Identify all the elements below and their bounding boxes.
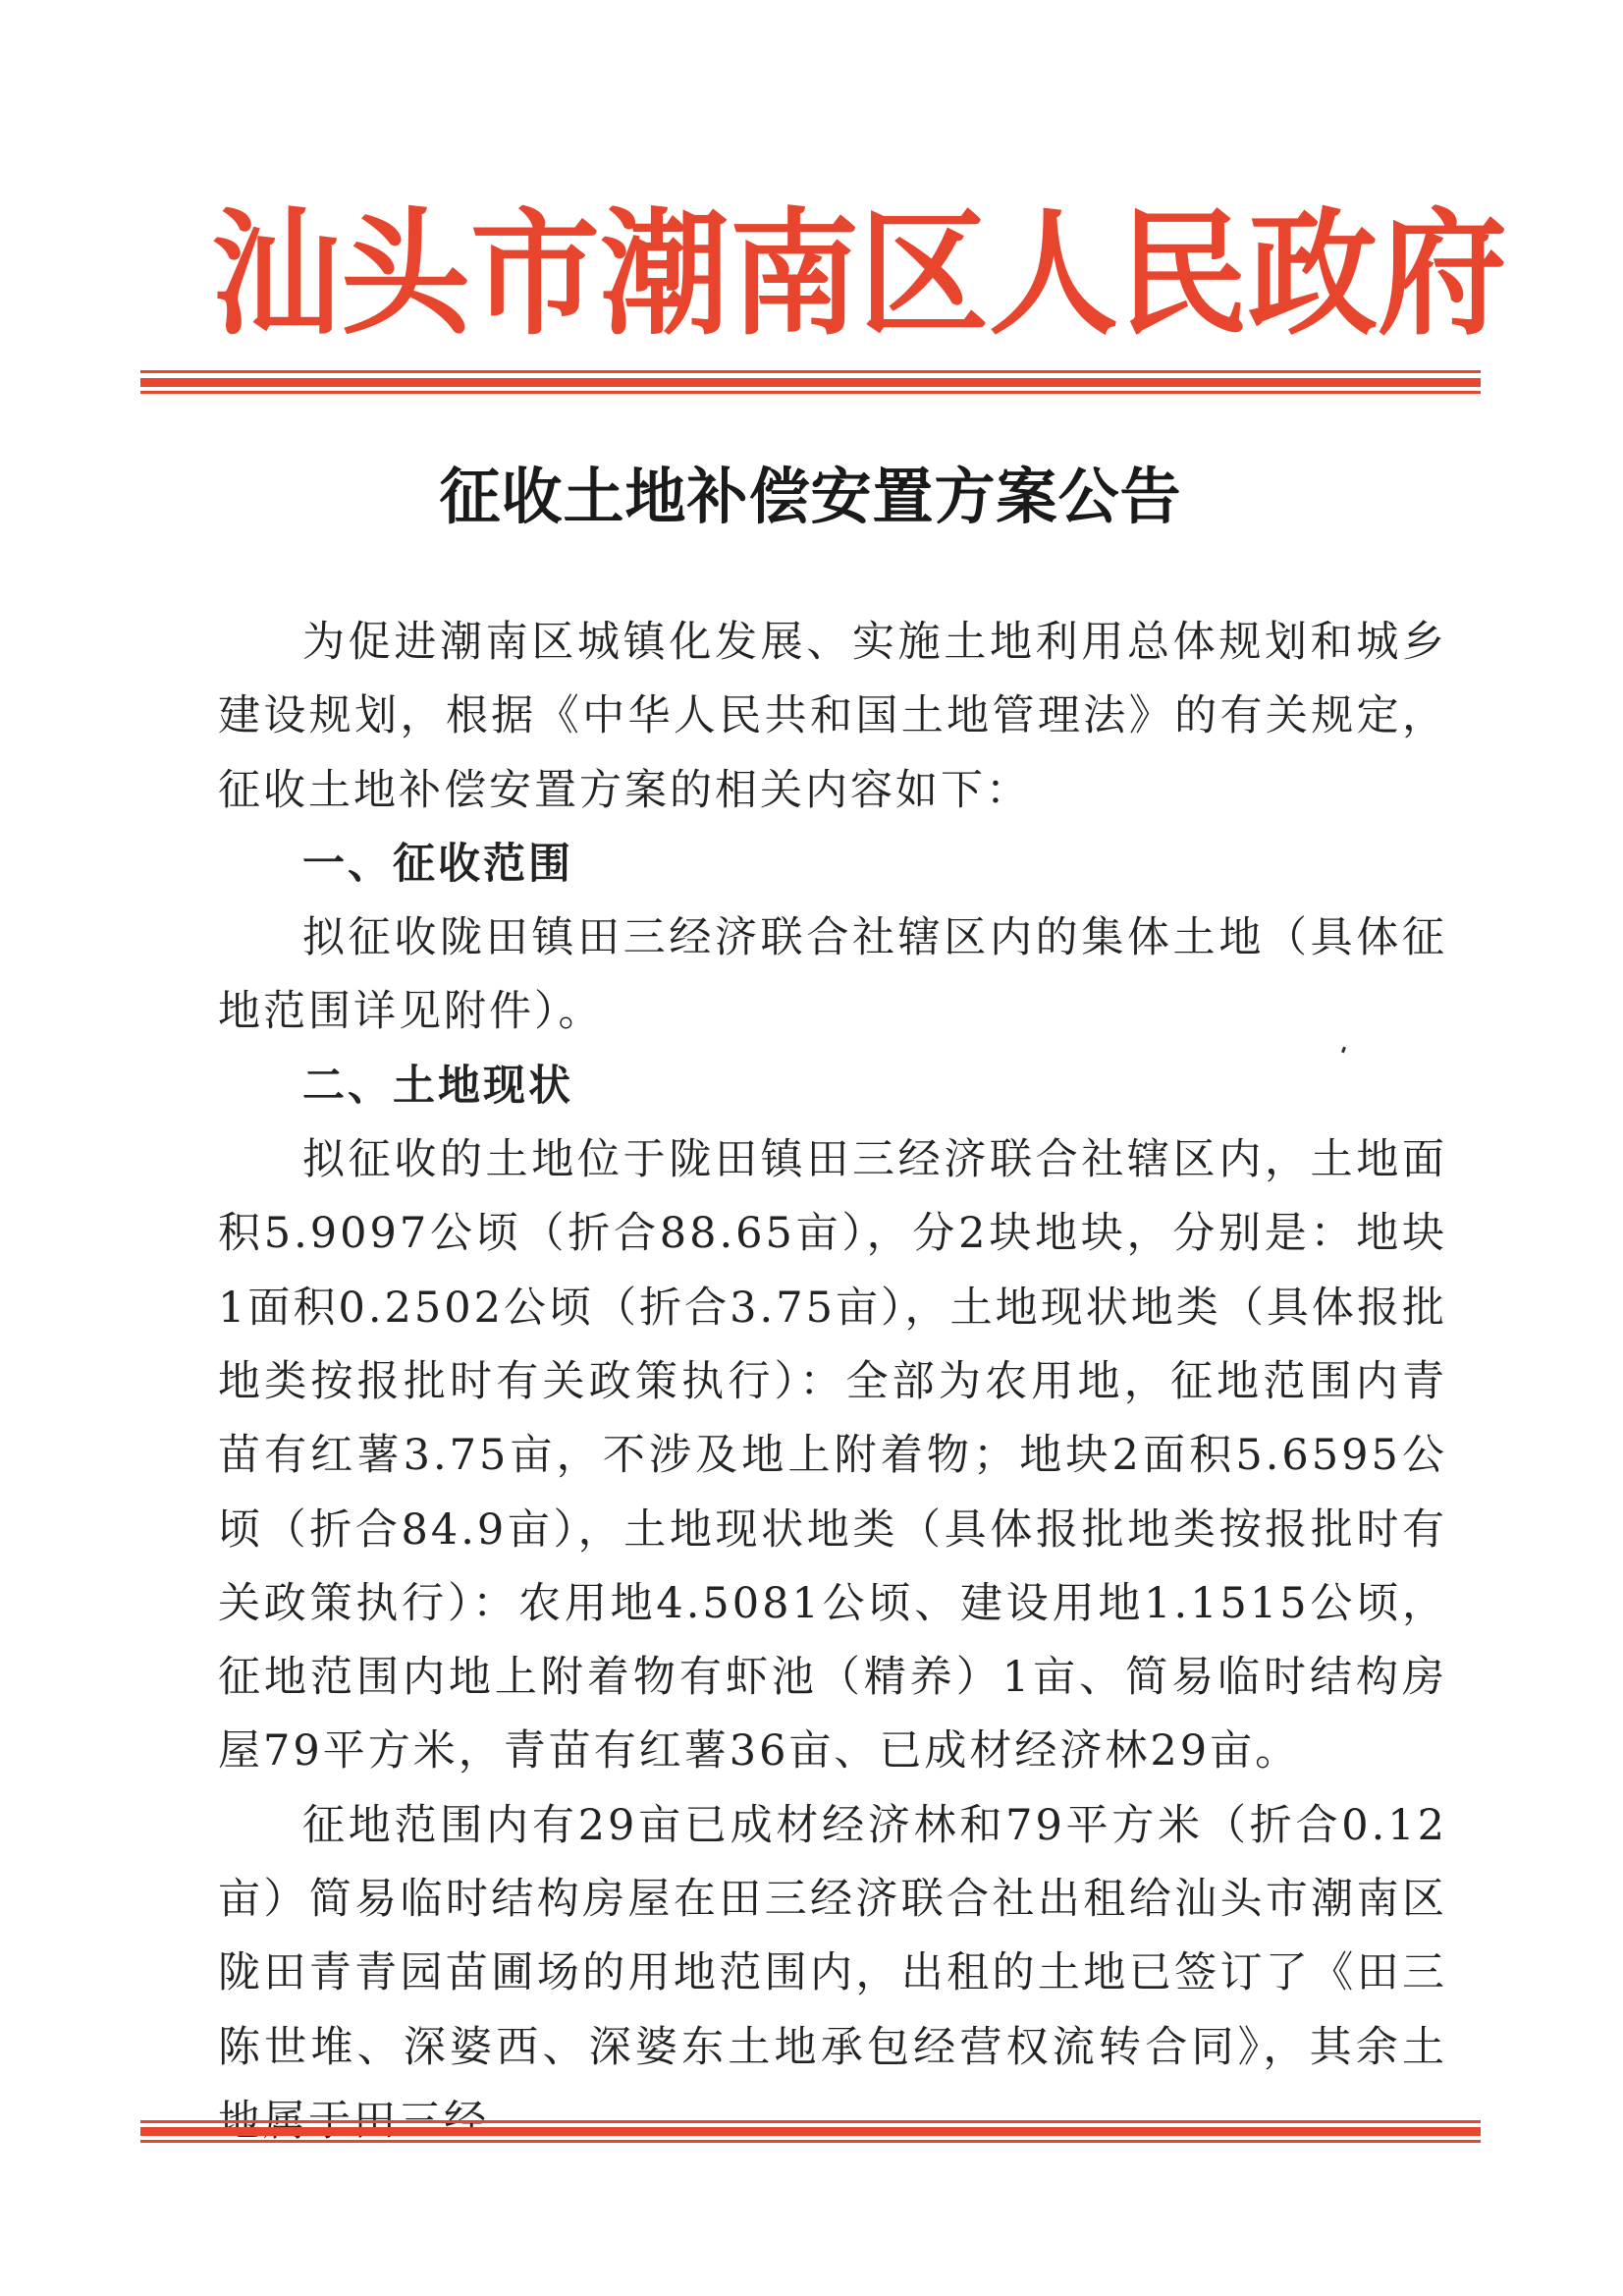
masthead-char: 市 bbox=[470, 194, 600, 355]
header-rule-thin bbox=[140, 370, 1481, 373]
masthead-char: 府 bbox=[1378, 194, 1507, 355]
document-body bbox=[218, 606, 1447, 2159]
header-rule-thick bbox=[140, 378, 1481, 387]
section-status-paragraph: 拟征收的土地位于陇田镇田三经济联合社辖区内，土地面积5.9097公顷（折合88.65亩），分2块地块，分别是：地块1面积0.2502公顷（折合3.75亩），土地现状地类（具体报批地类按报批时有关政策执行）：全部为农用地，征地范围内青苗有红薯3.75亩，不涉及地上附着物；地块2面积5.6595公顷（折合84.9亩），土地现状地类（具体报批地类按报批时有关政策执行）：农用地4.5081公顷、建设用地1.1515公顷，征地范围内地上附着物有虾池（精养）1亩、简易临时结构房屋79平方米，青苗有红薯36亩、已成材经济林29亩。 bbox=[218, 1135, 1447, 1777]
masthead-char: 政 bbox=[1248, 194, 1378, 355]
footer-rule-thin bbox=[140, 2120, 1481, 2123]
masthead-char: 南 bbox=[730, 194, 859, 355]
header-rule-thin-lower bbox=[140, 391, 1481, 394]
footer-rule-thin-lower bbox=[140, 2140, 1481, 2143]
section-status-paragraph-continued: 征地范围内有29亩已成材经济林和79平方米（折合0.12亩）简易临时结构房屋在田三经济联合社出租给汕头市潮南区陇田青青园苗圃场的用地范围内，出租的土地已签订了《田三陈世堆、深婆西、深婆东土地承包经营权流转合同》，其余土 bbox=[218, 1800, 1447, 2072]
masthead-char: 民 bbox=[1118, 194, 1248, 355]
masthead-char: 区 bbox=[859, 194, 989, 355]
intro-paragraph: 为促进潮南区城镇化发展、实施土地利用总体规划和城乡建设规划，根据《中华人民共和国土地管理法》的有关规定，征收土地补偿安置方案的相关内容如下： bbox=[218, 618, 1447, 815]
footer-rule-thick bbox=[140, 2127, 1481, 2136]
masthead-char: 潮 bbox=[600, 194, 730, 355]
section-scope-paragraph: 拟征收陇田镇田三经济联合社辖区内的集体土地（具体征地范围详见附件）。 bbox=[218, 913, 1447, 1037]
masthead-char: 人 bbox=[989, 194, 1118, 355]
section-heading-scope: 一、征收范围 bbox=[302, 839, 573, 889]
document-title: 征收土地补偿安置方案公告 bbox=[439, 461, 1182, 532]
section-heading-status: 二、土地现状 bbox=[302, 1061, 573, 1111]
masthead-char: 头 bbox=[341, 194, 470, 355]
masthead-title bbox=[211, 194, 1507, 355]
masthead-char: 汕 bbox=[211, 194, 341, 355]
